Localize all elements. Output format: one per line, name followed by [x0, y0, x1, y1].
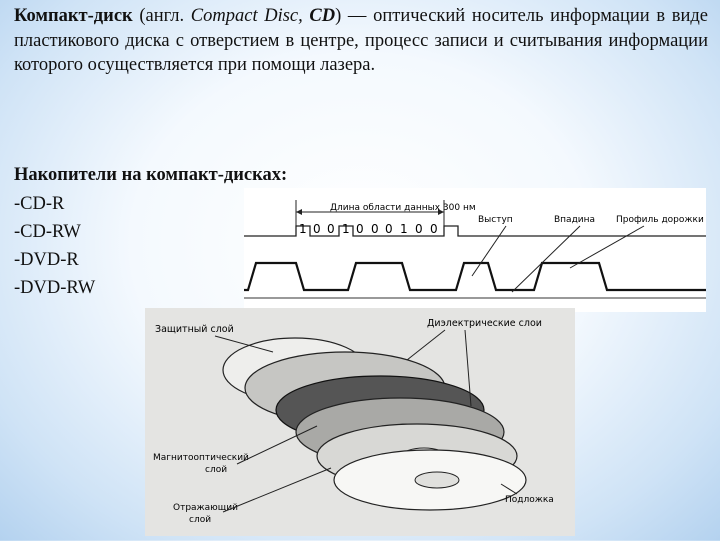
bit-digit: 0	[385, 222, 393, 236]
abbr-cd: CD	[309, 6, 336, 26]
reflective-leader-line	[223, 468, 331, 512]
pit-label: Впадина	[554, 215, 596, 225]
profile-leader-line	[570, 226, 644, 268]
bit-digit: 0	[371, 222, 379, 236]
track-profile-figure	[244, 188, 706, 312]
dielectric-leader-line-1	[407, 330, 445, 360]
bit-digit: 1	[400, 222, 408, 236]
paren-open-text: (англ.	[132, 6, 191, 26]
reflective-label-line1: Отражающий	[173, 503, 238, 513]
drive-item-dvd-r: -DVD-R	[14, 250, 79, 270]
bit-digit: 1	[342, 222, 350, 236]
dimension-arrowhead-left	[296, 209, 302, 215]
magnetooptical-label-line2: слой	[205, 465, 228, 475]
dielectric-layers-label: Диэлектрические слои	[427, 318, 542, 329]
protective-layer-label: Защитный слой	[155, 324, 234, 335]
drive-item-cd-rw: -CD-RW	[14, 222, 81, 242]
bump-label: Выступ	[478, 215, 513, 225]
reflective-label-line2: слой	[189, 515, 212, 525]
bit-digit: 0	[430, 222, 438, 236]
drives-list	[14, 190, 95, 302]
drive-item-cd-r: -CD-R	[14, 194, 65, 214]
substrate-label: Подложка	[505, 495, 554, 505]
term-compact-disc: Компакт-диск	[14, 6, 133, 26]
disc-hole	[415, 472, 459, 488]
track-profile-line	[244, 263, 706, 290]
disc-layers-figure	[145, 308, 575, 536]
bit-digit: 0	[356, 222, 364, 236]
drives-title: Накопители на компакт-дисках:	[14, 165, 288, 185]
disc-layers-diagram	[145, 308, 575, 536]
profile-label: Профиль дорожки	[616, 215, 704, 225]
data-length-label: Длина области данных 300 нм	[330, 203, 476, 213]
latin-term: Compact Disc,	[190, 6, 310, 26]
magnetooptical-label-line1: Магнитооптический	[153, 453, 249, 463]
definition-text: ) — оптический носитель информации в виде пластикового диска с отверстием в центре, процесс записи и считывания информации которого осуществляется при помощи лазера.	[14, 6, 708, 75]
bit-digit: 1	[299, 222, 307, 236]
track-profile-diagram	[244, 188, 706, 312]
bit-digit: 0	[327, 222, 335, 236]
drive-item-dvd-rw: -DVD-RW	[14, 278, 96, 298]
bit-sequence	[299, 222, 438, 236]
bit-digit: 0	[313, 222, 321, 236]
bit-digit: 0	[415, 222, 423, 236]
definition-paragraph	[14, 4, 708, 78]
